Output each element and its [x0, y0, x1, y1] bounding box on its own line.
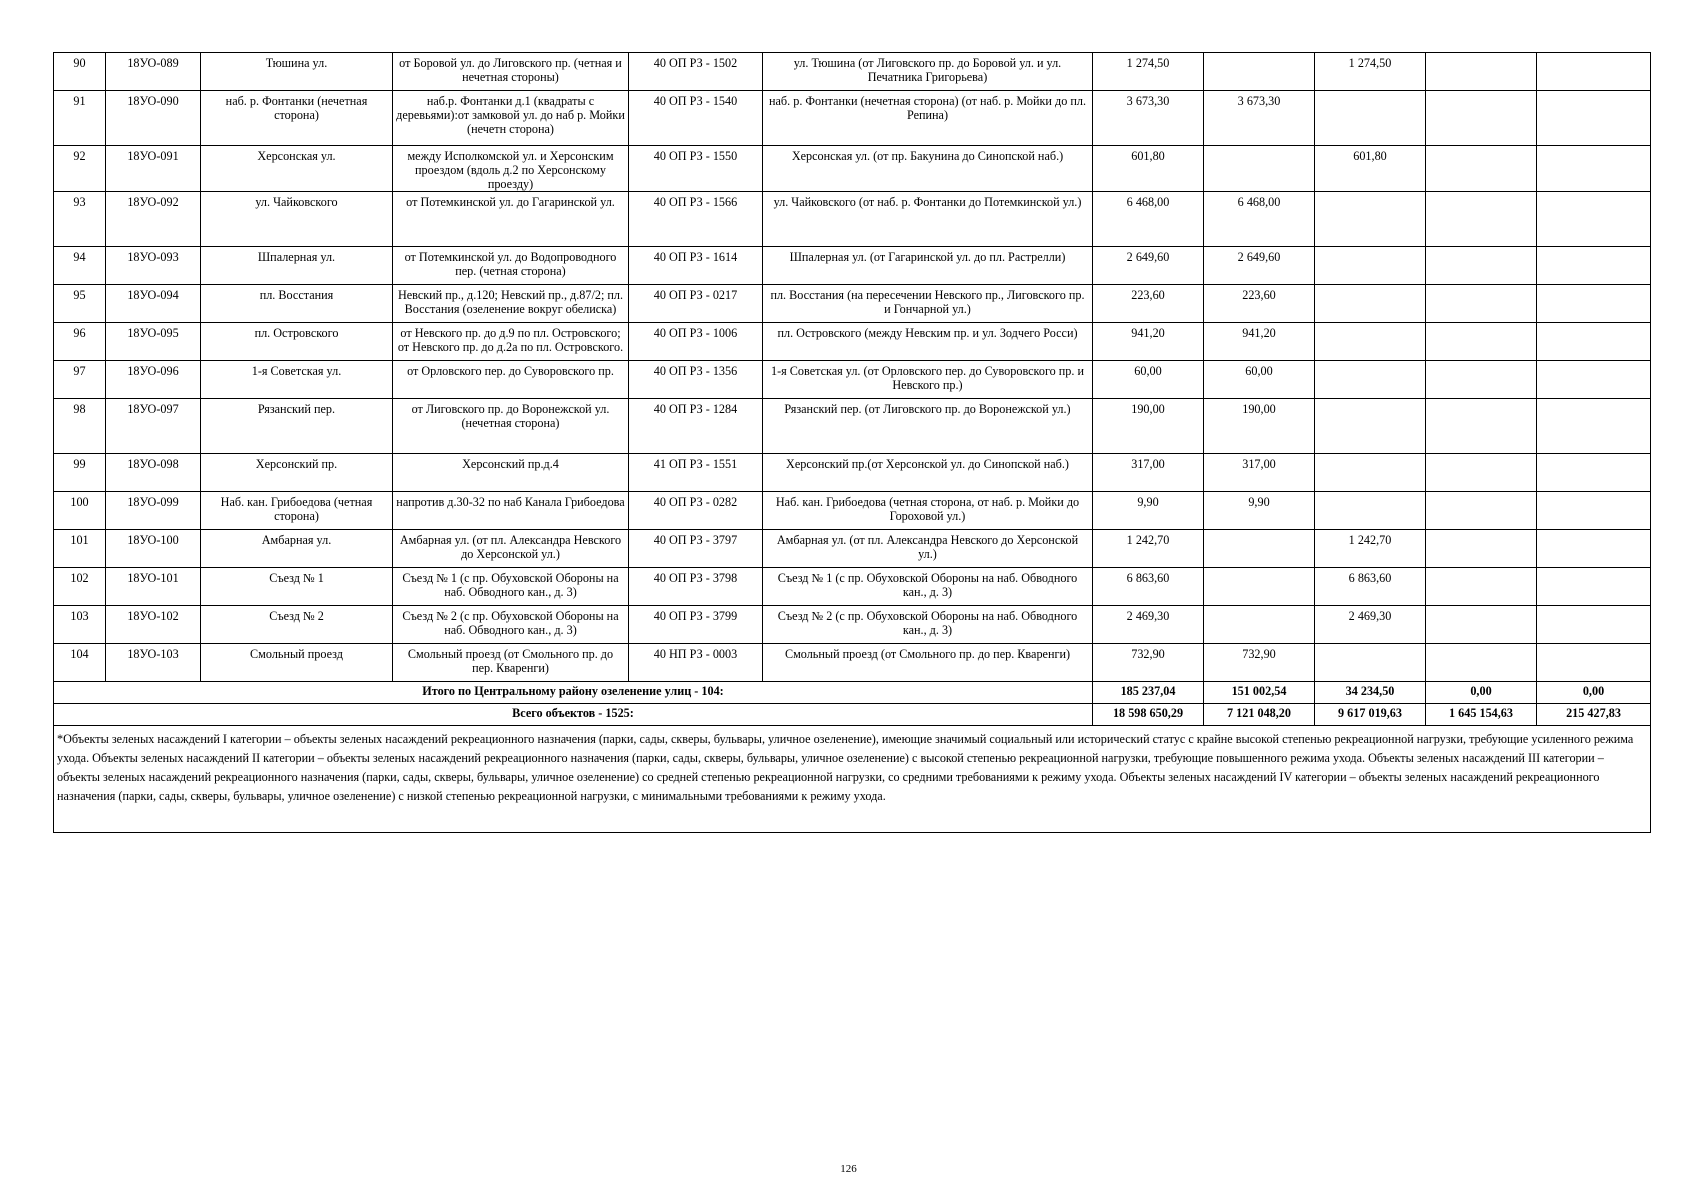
- table-row: [54, 644, 1651, 682]
- category-4-area: [1537, 644, 1651, 682]
- road-registry-number: 40 ОП РЗ - 1284: [629, 399, 763, 454]
- road-registry-name: Съезд № 1 (с пр. Обуховской Обороны на наб. Обводного кан., д. 3): [763, 568, 1093, 606]
- district-total-category-1: 151 002,54: [1204, 682, 1315, 704]
- category-3-area: [1426, 53, 1537, 91]
- category-1-area: 60,00: [1204, 361, 1315, 399]
- category-2-area: [1315, 285, 1426, 323]
- object-code: 18УО-102: [106, 606, 201, 644]
- row-number: 100: [54, 492, 106, 530]
- category-2-area: 601,80: [1315, 146, 1426, 192]
- road-registry-name: Шпалерная ул. (от Гагаринской ул. до пл. Растрелли): [763, 247, 1093, 285]
- category-4-area: [1537, 454, 1651, 492]
- category-footnote: *Объекты зеленых насаждений I категории – объекты зеленых насаждений рекреационного назначения (парки, сады, скверы, бульвары, уличное озеленение), имеющие значимый социальный или исторический статус с крайне высокой степенью рекреационной нагрузки, требующие усиленного режима ухода. Объекты зеленых насаждений II категории – объекты зеленых насаждений рекреационного назначения (парки, сады, скверы, бульвары, уличное озеленение) с высокой степенью рекреационной нагрузки, требующие повышенного режима ухода. Объекты зеленых насаждений III категории – объекты зеленых насаждений рекреационного назначения (парки, сады, скверы, бульвары, уличное озеленение) со средней степенью рекреационной нагрузки, со средними требованиями к режиму ухода. Объекты зеленых насаждений IV категории – объекты зеленых насаждений рекреационного назначения (парки, сады, скверы, бульвары, уличное озеленение) с низкой степенью рекреационной нагрузки, с минимальными требованиями к режиму ухода.: [54, 726, 1651, 833]
- object-bounds: наб.р. Фонтанки д.1 (квадраты с деревьями):от замковой ул. до наб р. Мойки (нечетн сторона): [393, 91, 629, 146]
- total-area: 732,90: [1093, 644, 1204, 682]
- table-row: [54, 530, 1651, 568]
- category-4-area: [1537, 53, 1651, 91]
- category-3-area: [1426, 644, 1537, 682]
- row-number: 94: [54, 247, 106, 285]
- category-4-area: [1537, 361, 1651, 399]
- total-area: 2 649,60: [1093, 247, 1204, 285]
- road-registry-number: 40 НП РЗ - 0003: [629, 644, 763, 682]
- object-bounds: между Исполкомской ул. и Херсонским проездом (вдоль д.2 по Херсонскому проезду): [393, 146, 629, 192]
- object-bounds: Херсонский пр.д.4: [393, 454, 629, 492]
- road-registry-name: Смольный проезд (от Смольного пр. до пер. Кваренги): [763, 644, 1093, 682]
- road-registry-name: Амбарная ул. (от пл. Александра Невского до Херсонской ул.): [763, 530, 1093, 568]
- row-number: 91: [54, 91, 106, 146]
- road-registry-number: 40 ОП РЗ - 0282: [629, 492, 763, 530]
- category-4-area: [1537, 323, 1651, 361]
- object-bounds: Невский пр., д.120; Невский пр., д.87/2; пл. Восстания (озеленение вокруг обелиска): [393, 285, 629, 323]
- district-total-category-2: 34 234,50: [1315, 682, 1426, 704]
- category-2-area: [1315, 399, 1426, 454]
- object-bounds: от Потемкинской ул. до Водопроводного пер. (четная сторона): [393, 247, 629, 285]
- street-name: Амбарная ул.: [201, 530, 393, 568]
- object-code: 18УО-095: [106, 323, 201, 361]
- category-3-area: [1426, 361, 1537, 399]
- object-code: 18УО-090: [106, 91, 201, 146]
- category-2-area: 2 469,30: [1315, 606, 1426, 644]
- district-total-category-4: 0,00: [1537, 682, 1651, 704]
- category-1-area: [1204, 606, 1315, 644]
- street-name: Тюшина ул.: [201, 53, 393, 91]
- category-2-area: [1315, 492, 1426, 530]
- object-bounds: напротив д.30-32 по наб Канала Грибоедова: [393, 492, 629, 530]
- grand-total-category-2: 9 617 019,63: [1315, 704, 1426, 726]
- street-name: Херсонский пр.: [201, 454, 393, 492]
- street-name: Шпалерная ул.: [201, 247, 393, 285]
- category-4-area: [1537, 530, 1651, 568]
- green-spaces-table: [53, 52, 1651, 833]
- category-4-area: [1537, 568, 1651, 606]
- total-area: 3 673,30: [1093, 91, 1204, 146]
- object-code: 18УО-091: [106, 146, 201, 192]
- object-code: 18УО-101: [106, 568, 201, 606]
- object-code: 18УО-098: [106, 454, 201, 492]
- total-area: 6 468,00: [1093, 192, 1204, 247]
- road-registry-name: пл. Островского (между Невским пр. и ул. Зодчего Росси): [763, 323, 1093, 361]
- road-registry-number: 40 ОП РЗ - 1614: [629, 247, 763, 285]
- road-registry-name: пл. Восстания (на пересечении Невского пр., Лиговского пр. и Гончарной ул.): [763, 285, 1093, 323]
- category-1-area: 317,00: [1204, 454, 1315, 492]
- road-registry-number: 40 ОП РЗ - 1566: [629, 192, 763, 247]
- street-name: Съезд № 1: [201, 568, 393, 606]
- row-number: 93: [54, 192, 106, 247]
- total-area: 601,80: [1093, 146, 1204, 192]
- category-1-area: 6 468,00: [1204, 192, 1315, 247]
- grand-total-category-1: 7 121 048,20: [1204, 704, 1315, 726]
- table-row: [54, 53, 1651, 91]
- category-4-area: [1537, 192, 1651, 247]
- road-registry-name: Херсонская ул. (от пр. Бакунина до Синопской наб.): [763, 146, 1093, 192]
- row-number: 96: [54, 323, 106, 361]
- total-area: 2 469,30: [1093, 606, 1204, 644]
- category-4-area: [1537, 146, 1651, 192]
- object-bounds: от Боровой ул. до Лиговского пр. (четная и нечетная стороны): [393, 53, 629, 91]
- object-bounds: от Потемкинской ул. до Гагаринской ул.: [393, 192, 629, 247]
- category-1-area: 223,60: [1204, 285, 1315, 323]
- road-registry-number: 40 ОП РЗ - 1006: [629, 323, 763, 361]
- category-3-area: [1426, 146, 1537, 192]
- category-2-area: [1315, 247, 1426, 285]
- page-number: 126: [840, 1163, 857, 1175]
- total-area: 9,90: [1093, 492, 1204, 530]
- object-bounds: Амбарная ул. (от пл. Александра Невского до Херсонской ул.): [393, 530, 629, 568]
- category-3-area: [1426, 568, 1537, 606]
- category-4-area: [1537, 399, 1651, 454]
- category-3-area: [1426, 606, 1537, 644]
- category-3-area: [1426, 285, 1537, 323]
- row-number: 102: [54, 568, 106, 606]
- category-2-area: [1315, 323, 1426, 361]
- object-code: 18УО-096: [106, 361, 201, 399]
- road-registry-name: наб. р. Фонтанки (нечетная сторона) (от наб. р. Мойки до пл. Репина): [763, 91, 1093, 146]
- object-code: 18УО-094: [106, 285, 201, 323]
- street-name: наб. р. Фонтанки (нечетная сторона): [201, 91, 393, 146]
- road-registry-name: Херсонский пр.(от Херсонской ул. до Синопской наб.): [763, 454, 1093, 492]
- category-1-area: [1204, 568, 1315, 606]
- category-1-area: 3 673,30: [1204, 91, 1315, 146]
- street-name: пл. Островского: [201, 323, 393, 361]
- table-row: [54, 454, 1651, 492]
- category-2-area: 1 274,50: [1315, 53, 1426, 91]
- total-area: 190,00: [1093, 399, 1204, 454]
- street-name: Наб. кан. Грибоедова (четная сторона): [201, 492, 393, 530]
- object-code: 18УО-097: [106, 399, 201, 454]
- total-area: 1 274,50: [1093, 53, 1204, 91]
- category-2-area: [1315, 644, 1426, 682]
- district-total-row: [54, 682, 1651, 704]
- table-row: [54, 247, 1651, 285]
- object-code: 18УО-100: [106, 530, 201, 568]
- road-registry-number: 40 ОП РЗ - 3799: [629, 606, 763, 644]
- category-3-area: [1426, 247, 1537, 285]
- district-total-area: 185 237,04: [1093, 682, 1204, 704]
- grand-total-category-3: 1 645 154,63: [1426, 704, 1537, 726]
- category-3-area: [1426, 323, 1537, 361]
- road-registry-number: 41 ОП РЗ - 1551: [629, 454, 763, 492]
- road-registry-name: ул. Чайковского (от наб. р. Фонтанки до Потемкинской ул.): [763, 192, 1093, 247]
- category-4-area: [1537, 606, 1651, 644]
- road-registry-name: ул. Тюшина (от Лиговского пр. до Боровой ул. и ул. Печатника Григорьева): [763, 53, 1093, 91]
- row-number: 95: [54, 285, 106, 323]
- category-3-area: [1426, 192, 1537, 247]
- grand-total-label: Всего объектов - 1525:: [54, 704, 1093, 726]
- object-bounds: от Лиговского пр. до Воронежской ул. (нечетная сторона): [393, 399, 629, 454]
- street-name: Смольный проезд: [201, 644, 393, 682]
- row-number: 99: [54, 454, 106, 492]
- street-name: 1-я Советская ул.: [201, 361, 393, 399]
- street-name: пл. Восстания: [201, 285, 393, 323]
- category-3-area: [1426, 530, 1537, 568]
- road-registry-name: Съезд № 2 (с пр. Обуховской Обороны на наб. Обводного кан., д. 3): [763, 606, 1093, 644]
- category-1-area: [1204, 53, 1315, 91]
- object-code: 18УО-093: [106, 247, 201, 285]
- row-number: 103: [54, 606, 106, 644]
- category-1-area: 732,90: [1204, 644, 1315, 682]
- category-1-area: 941,20: [1204, 323, 1315, 361]
- object-code: 18УО-092: [106, 192, 201, 247]
- road-registry-number: 40 ОП РЗ - 0217: [629, 285, 763, 323]
- category-1-area: 9,90: [1204, 492, 1315, 530]
- row-number: 90: [54, 53, 106, 91]
- table-body: [54, 53, 1651, 682]
- category-1-area: [1204, 530, 1315, 568]
- district-total-label: Итого по Центральному району озеленение улиц - 104:: [54, 682, 1093, 704]
- road-registry-number: 40 ОП РЗ - 1550: [629, 146, 763, 192]
- street-name: Съезд № 2: [201, 606, 393, 644]
- table-row: [54, 285, 1651, 323]
- total-area: 941,20: [1093, 323, 1204, 361]
- total-area: 223,60: [1093, 285, 1204, 323]
- row-number: 97: [54, 361, 106, 399]
- category-3-area: [1426, 454, 1537, 492]
- category-3-area: [1426, 399, 1537, 454]
- row-number: 98: [54, 399, 106, 454]
- category-1-area: [1204, 146, 1315, 192]
- category-4-area: [1537, 285, 1651, 323]
- total-area: 6 863,60: [1093, 568, 1204, 606]
- category-3-area: [1426, 492, 1537, 530]
- street-name: ул. Чайковского: [201, 192, 393, 247]
- total-area: 317,00: [1093, 454, 1204, 492]
- table-row: [54, 361, 1651, 399]
- category-4-area: [1537, 91, 1651, 146]
- table-row: [54, 192, 1651, 247]
- road-registry-number: 40 ОП РЗ - 3797: [629, 530, 763, 568]
- table-row: [54, 606, 1651, 644]
- total-area: 60,00: [1093, 361, 1204, 399]
- grand-total-row: [54, 704, 1651, 726]
- category-2-area: [1315, 91, 1426, 146]
- footnote-row: [54, 726, 1651, 833]
- object-code: 18УО-089: [106, 53, 201, 91]
- category-2-area: [1315, 192, 1426, 247]
- table-row: [54, 91, 1651, 146]
- category-3-area: [1426, 91, 1537, 146]
- table-row: [54, 323, 1651, 361]
- object-bounds: от Невского пр. до д.9 по пл. Островского; от Невского пр. до д.2а по пл. Островского.: [393, 323, 629, 361]
- road-registry-name: Наб. кан. Грибоедова (четная сторона, от наб. р. Мойки до Гороховой ул.): [763, 492, 1093, 530]
- grand-total-area: 18 598 650,29: [1093, 704, 1204, 726]
- row-number: 101: [54, 530, 106, 568]
- category-2-area: 1 242,70: [1315, 530, 1426, 568]
- table-row: [54, 146, 1651, 192]
- category-1-area: 190,00: [1204, 399, 1315, 454]
- category-2-area: 6 863,60: [1315, 568, 1426, 606]
- street-name: Рязанский пер.: [201, 399, 393, 454]
- road-registry-number: 40 ОП РЗ - 3798: [629, 568, 763, 606]
- row-number: 92: [54, 146, 106, 192]
- category-2-area: [1315, 361, 1426, 399]
- road-registry-number: 40 ОП РЗ - 1502: [629, 53, 763, 91]
- road-registry-number: 40 ОП РЗ - 1356: [629, 361, 763, 399]
- district-total-category-3: 0,00: [1426, 682, 1537, 704]
- road-registry-number: 40 ОП РЗ - 1540: [629, 91, 763, 146]
- category-4-area: [1537, 247, 1651, 285]
- object-code: 18УО-103: [106, 644, 201, 682]
- object-bounds: Съезд № 2 (с пр. Обуховской Обороны на наб. Обводного кан., д. 3): [393, 606, 629, 644]
- category-4-area: [1537, 492, 1651, 530]
- category-2-area: [1315, 454, 1426, 492]
- table-row: [54, 399, 1651, 454]
- grand-total-category-4: 215 427,83: [1537, 704, 1651, 726]
- road-registry-name: 1-я Советская ул. (от Орловского пер. до Суворовского пр. и Невского пр.): [763, 361, 1093, 399]
- table-row: [54, 492, 1651, 530]
- category-1-area: 2 649,60: [1204, 247, 1315, 285]
- object-bounds: от Орловского пер. до Суворовского пр.: [393, 361, 629, 399]
- object-bounds: Съезд № 1 (с пр. Обуховской Обороны на наб. Обводного кан., д. 3): [393, 568, 629, 606]
- table-row: [54, 568, 1651, 606]
- total-area: 1 242,70: [1093, 530, 1204, 568]
- road-registry-name: Рязанский пер. (от Лиговского пр. до Воронежской ул.): [763, 399, 1093, 454]
- row-number: 104: [54, 644, 106, 682]
- street-name: Херсонская ул.: [201, 146, 393, 192]
- object-bounds: Смольный проезд (от Смольного пр. до пер. Кваренги): [393, 644, 629, 682]
- object-code: 18УО-099: [106, 492, 201, 530]
